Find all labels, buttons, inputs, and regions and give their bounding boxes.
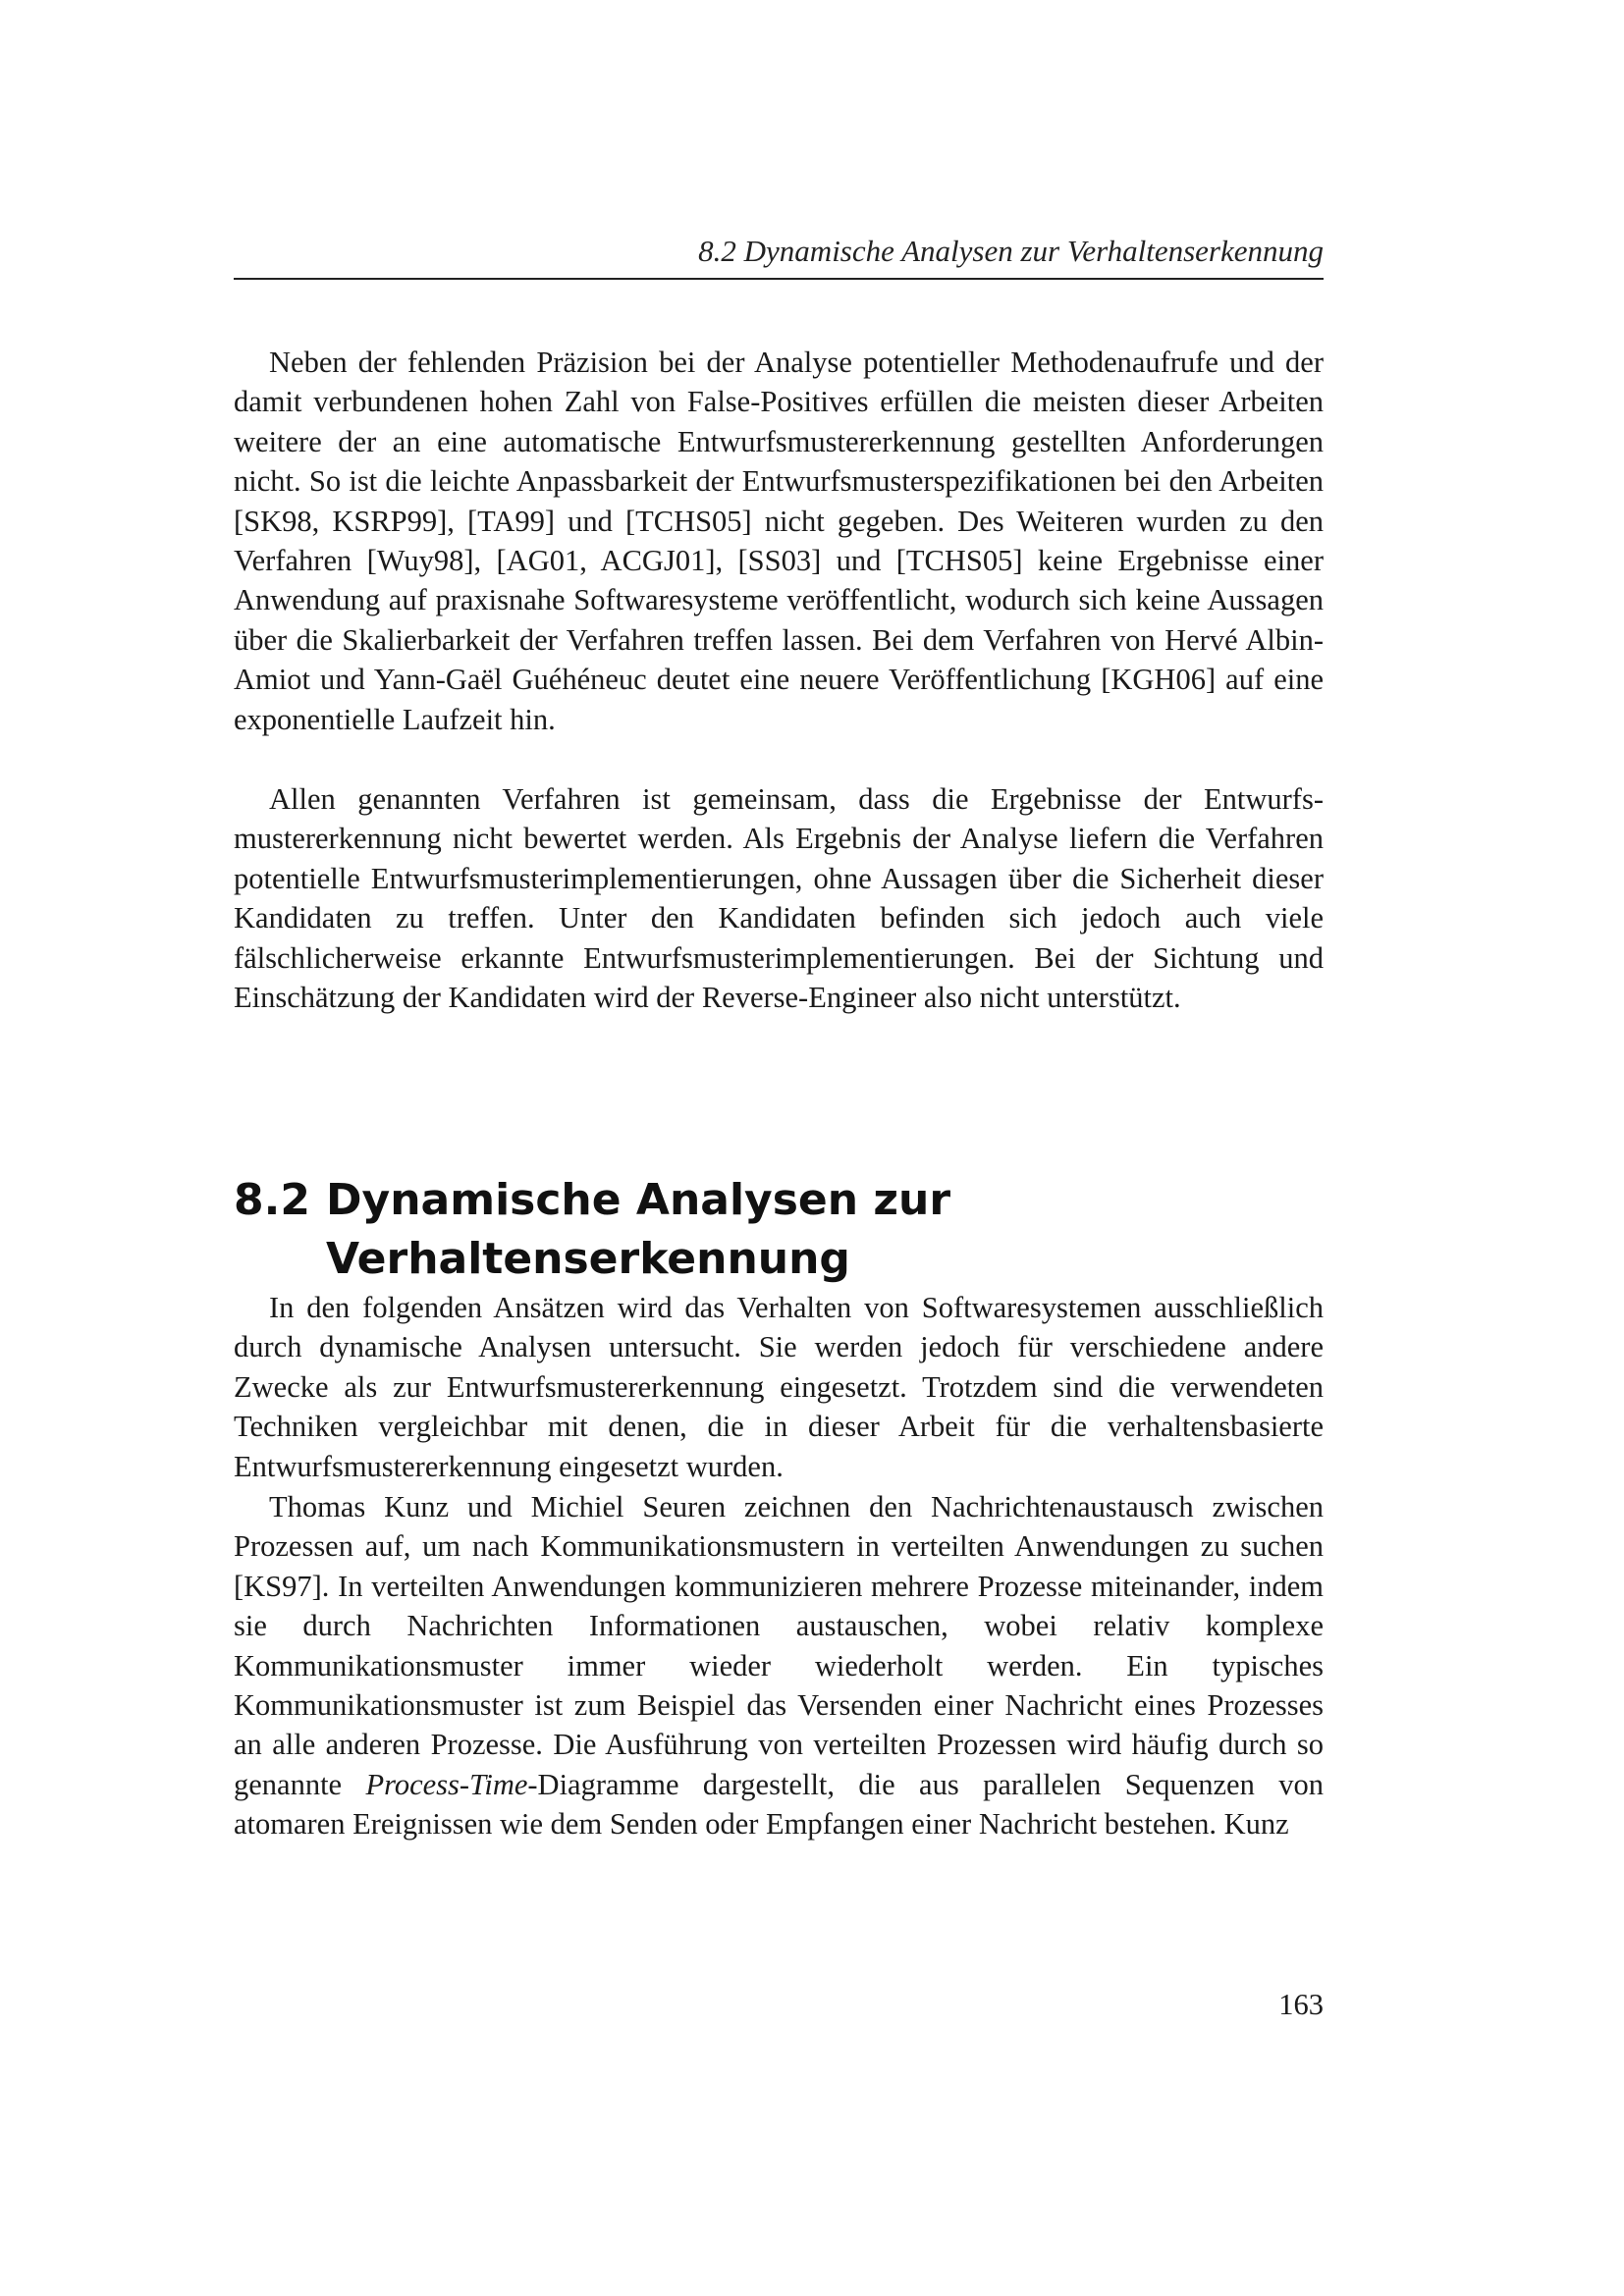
document-page [234,0,1324,2296]
paragraph-4-text-start: Thomas Kunz und Michiel Seuren zeichnen den Nachrichtenaustausch zwischen Prozessen auf, um nach Kommunikationsmustern in verteilten Anwendungen zu suchen [KS97]. In verteilten Anwendungen kommunizieren mehrere Prozesse miteinander, indem sie durch Nachrichten Informationen austauschen, wobei relativ komplexe Kommunikationsmuster immer wieder wiederholt werden. Ein typisches Kommunikationsmuster ist zum Beispiel das Versenden einer Nachricht eines Prozesses an alle anderen Prozesse. Die Ausführung von verteilten Prozessen wird häufig durch so genannte [234,1490,1324,1801]
paragraph-2: Allen genannten Verfahren ist gemeinsam, dass die Ergebnisse der Entwurfsmustererkennung nicht bewertet werden. Als Ergebnis der Analyse liefern die Verfahren potentielle Entwurfsmusterimplementierungen, ohne Aussagen über die Sicherheit dieser Kandidaten zu treffen. Unter den Kandidaten befinden sich jedoch auch viele fälschlicherweise erkannte Entwurfsmusterimplementierungen. Bei der Sichtung und Einschätzung der Kandidaten wird der Reverse-Engineer also nicht unterstützt. [234,782,1324,1015]
running-header: 8.2 Dynamische Analysen zur Verhaltenserkennung [698,234,1324,268]
section-heading [234,1171,1324,1289]
paragraph-4-text-end: -Diagramme dargestellt, die aus parallelen Sequenzen von atomaren Ereignissen wie dem Senden oder Empfangen einer Nachricht bestehen. Kunz [234,1767,1324,1842]
paragraph-1: Neben der fehlenden Präzision bei der Analyse potentieller Methodenaufrufe und der damit verbundenen hohen Zahl von False-Positives erfüllen die meisten dieser Arbeiten weitere der an eine automatische Entwurfsmustererkennung gestellten Anforderungen nicht. So ist die leichte Anpassbarkeit der Entwurfsmusterspezifikationen bei den Arbeiten [SK98, KSRP99], [TA99] und [TCHS05] nicht gegeben. Des Weiteren wurden zu den Verfahren [Wuy98], [AG01, ACGJ01], [SS03] und [TCHS05] keine Ergebnisse einer Anwendung auf praxisnahe Softwaresysteme veröffentlicht, wodurch sich keine Aussagen über die Skalierbarkeit der Verfahren treffen lassen. Bei dem Verfahren von Hervé Albin-Amiot und Yann-Gaël Guéhéneuc deutet eine neuere Veröffentlichung [KGH06] auf eine exponentielle Laufzeit hin. [234,346,1324,736]
page-number: 163 [1278,1988,1324,2021]
section-title-line-1: Dynamische Analysen zur [326,1174,951,1225]
section-number: 8.2 [234,1174,310,1225]
paragraph-4-italic-term: Process-Time [365,1767,528,1801]
paragraph-4 [234,1487,1324,1844]
paragraph-3: In den folgenden Ansätzen wird das Verhalten von Softwaresystemen ausschließlich durch dynamische Analysen untersucht. Sie werden jedoch für verschiedene andere Zwecke als zur Entwurfsmustererkennung eingesetzt. Trotzdem sind die verwendeten Techniken vergleichbar mit denen, die in dieser Arbeit für die verhaltensbasierte Entwurfsmustererkennung eingesetzt wurden. [234,1291,1324,1483]
header-rule [234,278,1324,280]
section-title-line-2: Verhaltenserkennung [326,1233,850,1284]
